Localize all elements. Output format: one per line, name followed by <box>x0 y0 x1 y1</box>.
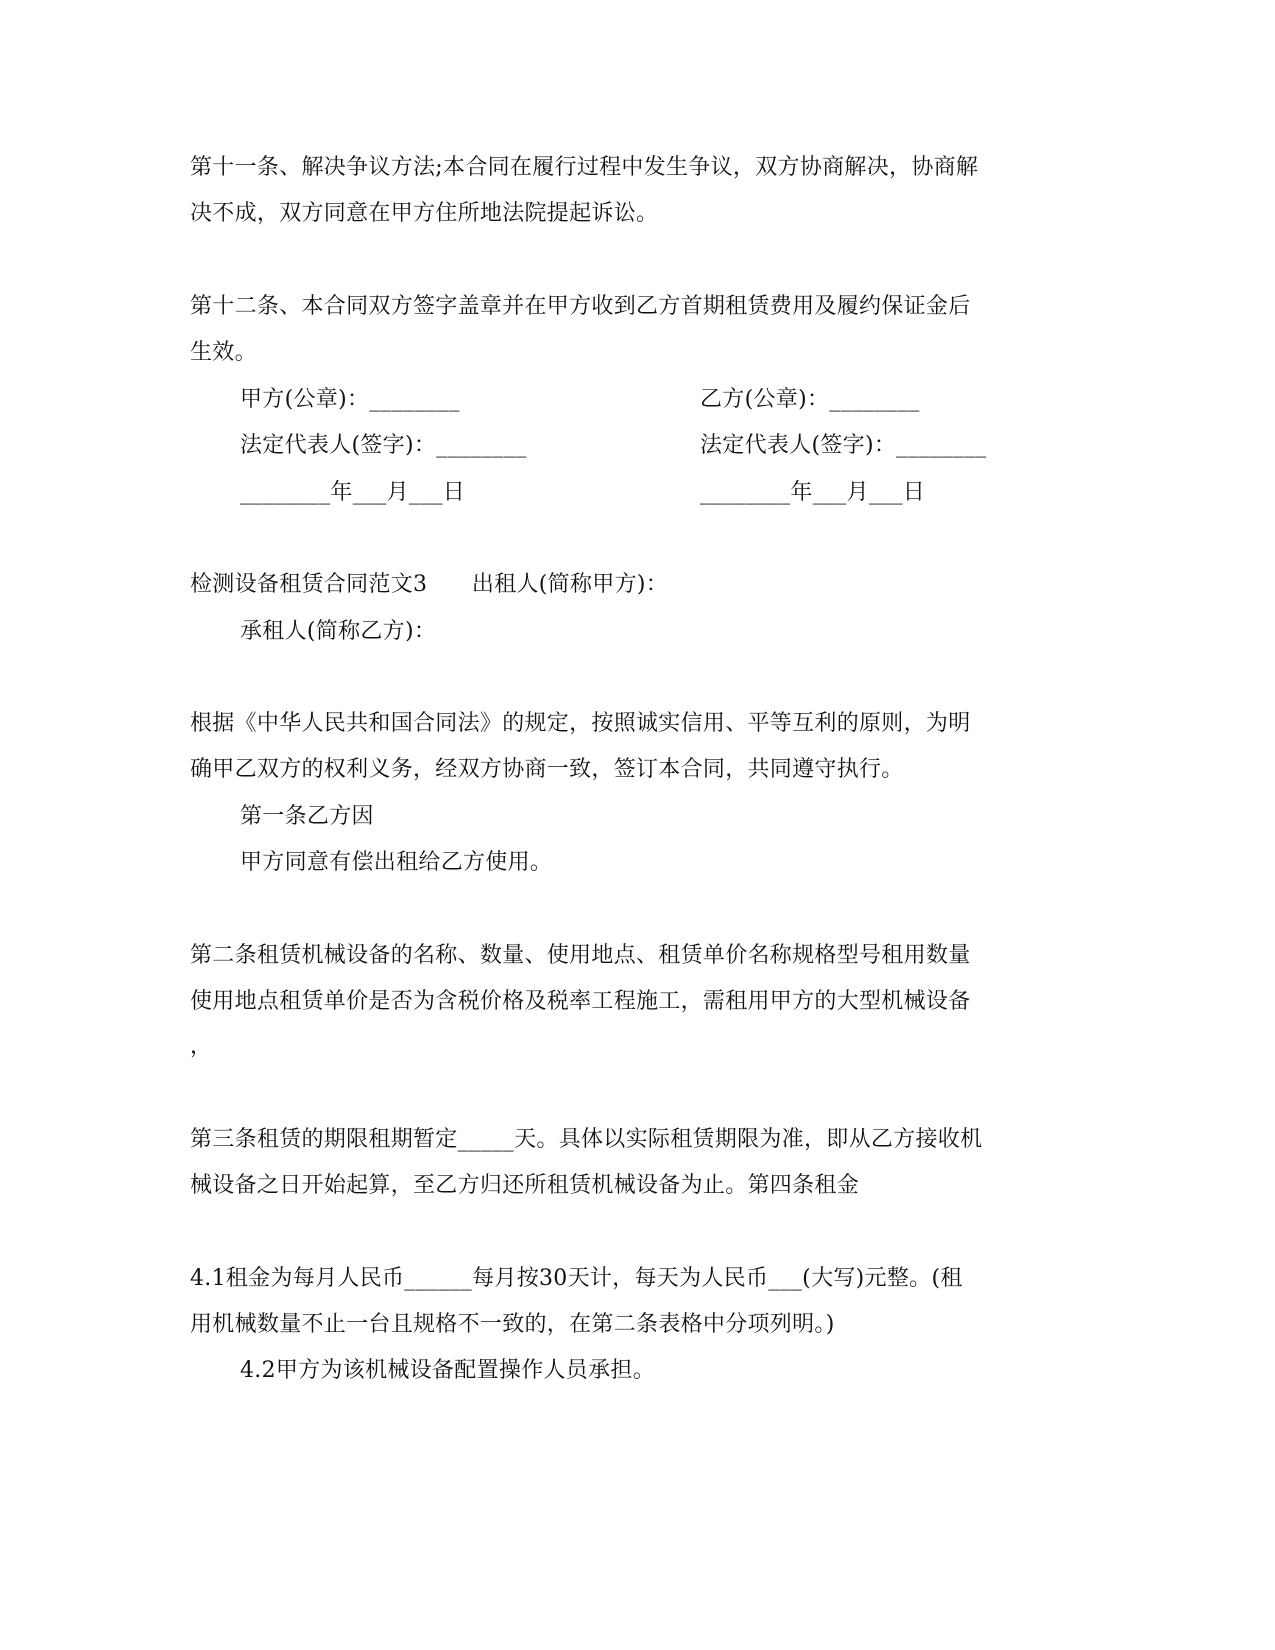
article-4-1-line-2: 用机械数量不止一台且规格不一致的，在第二条表格中分项列明。) <box>190 1312 835 1337</box>
article-2-line-1: 第二条租赁机械设备的名称、数量、使用地点、租赁单价名称规格型号租用数量 <box>190 943 971 968</box>
article-11-line-2: 决不成，双方同意在甲方住所地法院提起诉讼。 <box>190 201 659 226</box>
lessee-line: 承租人(简称乙方)： <box>240 619 437 644</box>
article-4-2-line: 4.2甲方为该机械设备配置操作人员承担。 <box>240 1358 655 1383</box>
article-4-1-line-1: 4.1租金为每月人民币______每月按30天计，每天为人民币___(大写)元整。(租 <box>190 1266 963 1291</box>
party-a-representative: 法定代表人(签字)：________ <box>240 433 527 458</box>
party-b-representative: 法定代表人(签字)：________ <box>700 433 987 458</box>
article-3-line-2: 械设备之日开始起算，至乙方归还所租赁机械设备为止。第四条租金 <box>190 1173 860 1198</box>
preamble-line-2: 确甲乙双方的权利义务，经双方协商一致，签订本合同，共同遵守执行。 <box>190 757 904 782</box>
article-3-line-1: 第三条租赁的期限租期暂定_____天。具体以实际租赁期限为准，即从乙方接收机 <box>190 1127 983 1152</box>
party-a-seal: 甲方(公章)：________ <box>240 387 460 412</box>
preamble-line-1: 根据《中华人民共和国合同法》的规定，按照诚实信用、平等互利的原则，为明 <box>190 711 971 736</box>
article-11-line-1: 第十一条、解决争议方法;本合同在履行过程中发生争议，双方协商解决，协商解 <box>190 155 979 180</box>
party-b-date: ________年___月___日 <box>700 480 926 505</box>
party-a-date: ________年___月___日 <box>240 480 466 505</box>
article-1-line-1: 第一条乙方因 <box>240 804 374 829</box>
article-12-line-2: 生效。 <box>190 340 257 365</box>
article-2-line-3: ， <box>190 1034 213 1059</box>
article-12-line-1: 第十二条、本合同双方签字盖章并在甲方收到乙方首期租赁费用及履约保证金后 <box>190 294 971 319</box>
article-2-line-2: 使用地点租赁单价是否为含税价格及税率工程施工，需租用甲方的大型机械设备 <box>190 989 971 1014</box>
party-b-seal: 乙方(公章)：________ <box>700 387 920 412</box>
article-1-line-2: 甲方同意有偿出租给乙方使用。 <box>240 850 553 875</box>
contract-3-title: 检测设备租赁合同范文3 出租人(简称甲方)： <box>190 572 669 597</box>
